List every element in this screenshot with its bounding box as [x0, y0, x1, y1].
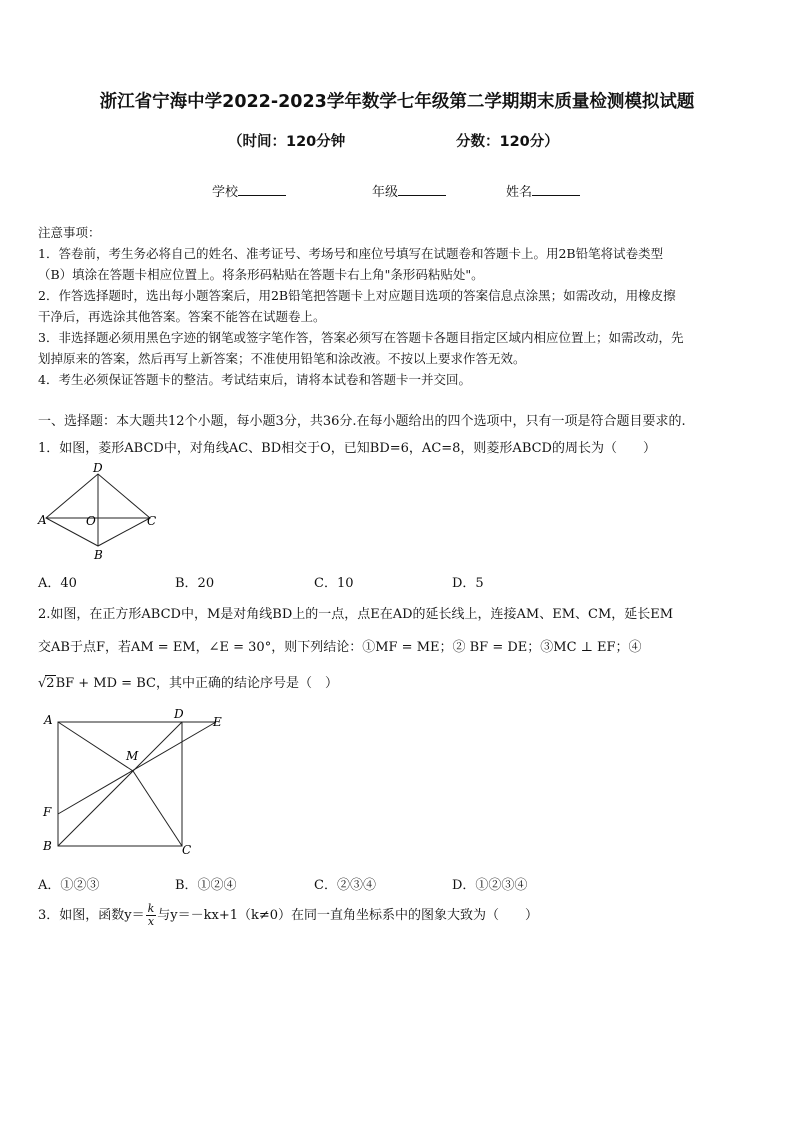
option-b: B．①②④ [175, 878, 237, 893]
label-o: O [86, 514, 96, 528]
option-b: B．20 [175, 576, 215, 591]
label-e: E [213, 715, 222, 729]
note-line: 1．答卷前，考生务必将自己的姓名、准考证号、考场号和座位号填写在试题卷和答题卡上。用2B铅笔将试卷类型 [38, 246, 664, 261]
label-a: A [38, 513, 47, 527]
label-d: D [93, 461, 103, 475]
label-c: C [182, 843, 192, 857]
segment-ef [58, 722, 216, 814]
segment-am [58, 722, 133, 771]
label-c: C [147, 514, 157, 528]
question-3-prefix: 3．如图，函数y＝ [38, 908, 145, 923]
question-2-line-3 [38, 672, 758, 691]
note-line: 4．考生必须保证答题卡的整洁。考试结束后，请将本试卷和答题卡一并交回。 [38, 372, 471, 387]
fraction-k-over-x [146, 903, 157, 928]
label-b: B [94, 548, 103, 562]
sqrt-sign: √ [38, 676, 47, 691]
school-blank [238, 183, 286, 196]
grade-label: 年级 [372, 185, 399, 200]
sqrt-radicand: 2 [46, 676, 55, 691]
name-blank [532, 183, 580, 196]
note-line: 3．非选择题必须用黑色字迹的钢笔或签字笔作答，答案必须写在答题卡各题目指定区域内相应位置上；如需改动，先 [38, 330, 684, 345]
segment-mc [133, 771, 182, 846]
school-label: 学校 [212, 185, 239, 200]
total-score: 分数：120分） [456, 134, 559, 150]
note-line: 划掉原来的答案，然后再写上新答案；不准使用铅笔和涂改液。不按以上要求作答无效。 [38, 351, 526, 366]
label-b: B [43, 839, 52, 853]
exam-title: 浙江省宁海中学2022-2023学年数学七年级第二学期期末质量检测模拟试题 [99, 92, 695, 112]
label-d: D [174, 707, 184, 721]
question-2-line-1: 2.如图，在正方形ABCD中，M是对角线BD上的一点，点E在AD的延长线上，连接AM、EM、CM，延长EM [38, 607, 674, 622]
square-figure [34, 704, 234, 860]
fraction-denominator: x [147, 915, 155, 928]
rhombus-figure [34, 460, 164, 562]
option-d: D．①②③④ [452, 878, 528, 893]
note-line: 2．作答选择题时，选出每小题答案后，用2B铅笔把答题卡上对应题目选项的答案信息点涂黑；如需改动，用橡皮擦 [38, 288, 676, 303]
notes-heading: 注意事项： [38, 225, 101, 240]
name-field [506, 181, 580, 200]
question-2-line-3-text: BF + MD = BC，其中正确的结论序号是（ ） [55, 676, 338, 691]
note-line: 干净后，再选涂其他答案。答案不能答在试题卷上。 [38, 309, 326, 324]
time-limit: （时间：120分钟 [228, 134, 346, 150]
school-field [212, 181, 286, 200]
grade-blank [398, 183, 446, 196]
note-line: （B）填涂在答题卡相应位置上。将条形码粘贴在答题卡右上角"条形码粘贴处"。 [38, 267, 484, 282]
fraction-numerator: k [147, 902, 155, 915]
option-c: C．②③④ [314, 878, 376, 893]
question-3-text [38, 903, 758, 928]
question-1-text: 1．如图，菱形ABCD中，对角线AC、BD相交于O，已知BD=6，AC=8，则菱形ABCD的周长为（ ） [38, 441, 656, 456]
name-label: 姓名 [506, 185, 533, 200]
option-a: A．①②③ [38, 878, 100, 893]
question-3-suffix: 与y＝－kx+1（k≠0）在同一直角坐标系中的图象大致为（ ） [157, 908, 539, 923]
label-f: F [43, 805, 52, 819]
section-heading: 一、选择题：本大题共12个小题，每小题3分，共36分.在每小题给出的四个选项中，只有一项是符合题目要求的. [38, 414, 686, 429]
option-d: D．5 [452, 576, 484, 591]
notes-block [38, 222, 758, 390]
grade-field [372, 181, 446, 200]
option-a: A．40 [38, 576, 77, 591]
diagonal-bd [58, 722, 182, 846]
option-c: C．10 [314, 576, 354, 591]
label-m: M [126, 749, 139, 763]
question-2-line-2: 交AB于点F，若AM = EM，∠E = 30°，则下列结论：①MF = ME；② BF = DE；③MC ⊥ EF；④ [38, 640, 642, 655]
label-a: A [44, 713, 53, 727]
